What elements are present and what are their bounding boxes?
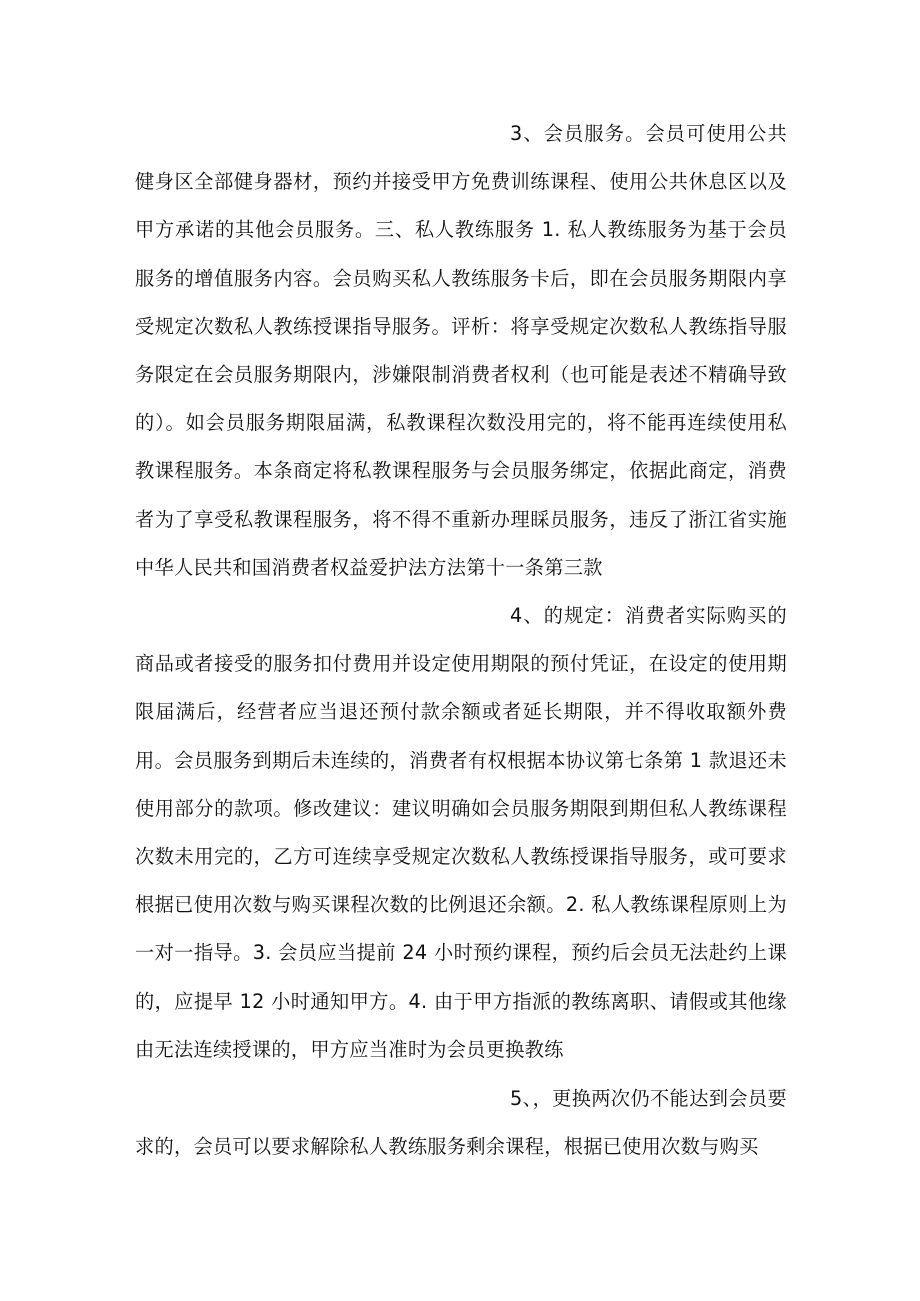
paragraph-text: ，更换两次仍不能达到会员要求的，会员可以要求解除私人教练服务剩余课程，根据已使用次数与购买 bbox=[135, 1087, 787, 1159]
paragraph-3 bbox=[135, 110, 787, 592]
paragraph-number: 4、 bbox=[510, 604, 544, 627]
paragraph-number: 3、 bbox=[510, 122, 544, 145]
paragraph-number: 5、 bbox=[510, 1087, 533, 1110]
paragraph-text: 会员服务。会员可使用公共健身区全部健身器材，预约并接受甲方免费训练课程、使用公共休息区以及甲方承诺的其他会员服务。三、私人教练服务 1. 私人教练服务为基于会员服务的增值服务内容。会员购买私人教练服务卡后，即在会员服务期限内享受规定次数私人教练授课指导服务。评析：将享受规定次数私人教练指导服务限定在会员服务期限内，涉嫌限制消费者权利（也可能是表述不精确导致的）。如会员服务期限届满，私教课程次数没用完的，将不能再连续使用私教课程服务。本条商定将私教课程服务与会员服务绑定，依据此商定，消费者为了享受私教课程服务，将不得不重新办理睬员服务，违反了浙江省实施中华人民共和国消费者权益爱护法方法第十一条第三款 bbox=[135, 122, 787, 579]
paragraph-text: 的规定：消费者实际购买的商品或者接受的服务扣付费用并设定使用期限的预付凭证，在设定的使用期限届满后，经营者应当退还预付款余额或者延长期限，并不得收取额外费用。会员服务到期后未连续的，消费者有权根据本协议第七条第 1 款退还未使用部分的款项。修改建议：建议明确如会员服务期限到期但私人教练课程次数未用完的，乙方可连续享受规定次数私人教练授课指导服务，或可要求根据已使用次数与购买课程次数的比例退还余额。2. 私人教练课程原则上为一对一指导。3. 会员应当提前 24 小时预约课程，预约后会员无法赴约上课的，应提早 12 小时通知甲方。4. 由于甲方指派的教练离职、请假或其他缘由无法连续授课的，甲方应当准时为会员更换教练 bbox=[135, 604, 787, 1061]
paragraph-4 bbox=[135, 592, 787, 1074]
paragraph-5 bbox=[135, 1075, 787, 1171]
